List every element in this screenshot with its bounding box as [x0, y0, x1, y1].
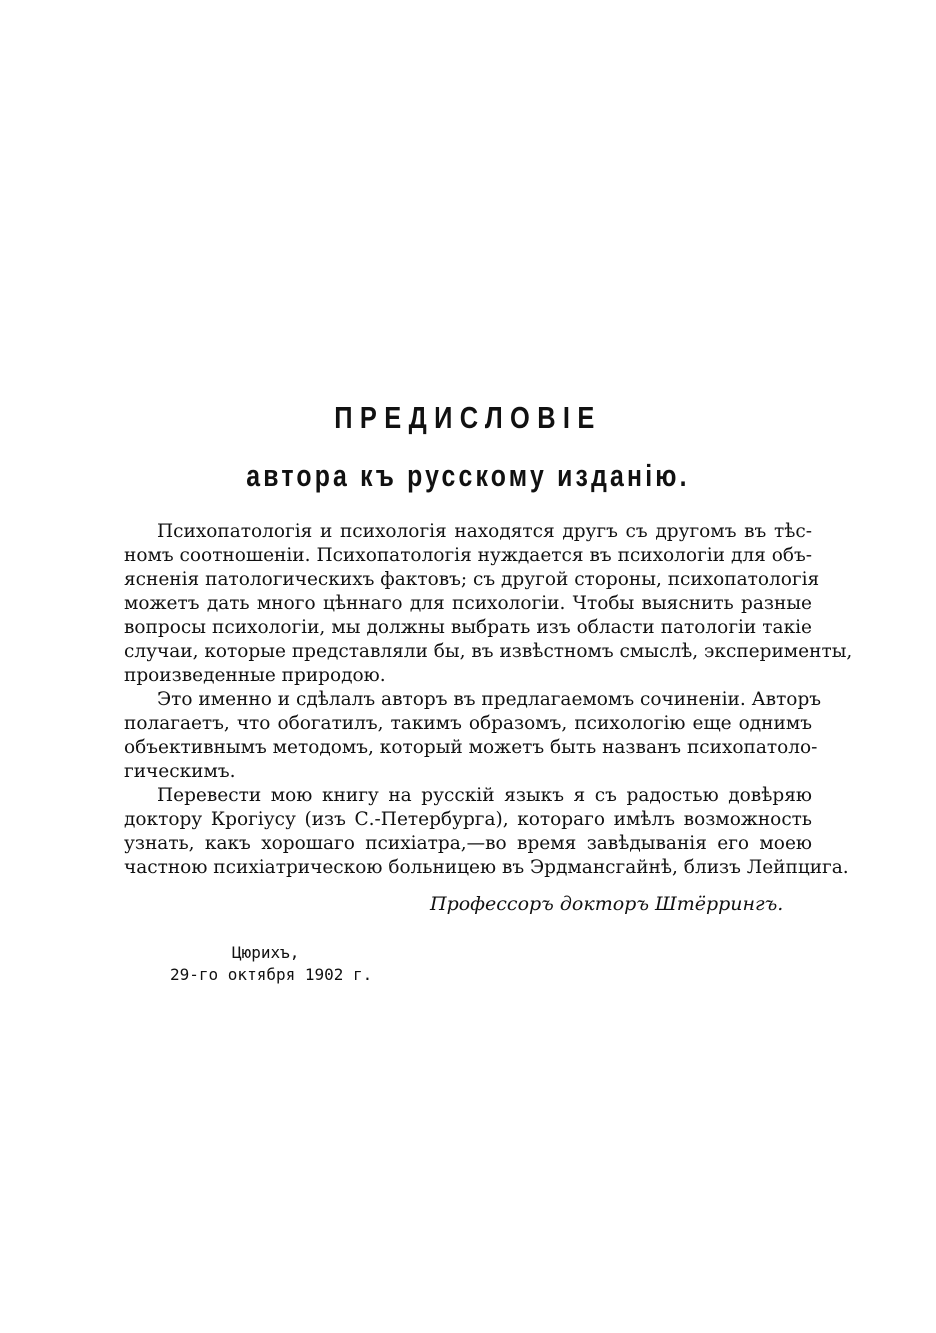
- page-title: ПРЕДИСЛОВІЕ: [334, 400, 602, 435]
- paragraph-1-line-7: произведенные природою.: [124, 665, 386, 686]
- paragraph-3-line-2: доктору Крогіусу (изъ С.-Петербурга), котораго имѣлъ возможность: [124, 809, 812, 830]
- date-line: 29-го октября 1902 г.: [170, 965, 373, 984]
- paragraph-1-line-2: номъ соотношеніи. Психопатологія нуждается въ психологіи для объ-: [124, 545, 812, 566]
- paragraph-2-line-4: гическимъ.: [124, 761, 236, 782]
- page-subtitle: автора къ русскому изданію.: [246, 458, 690, 493]
- paragraph-1-line-6: случаи, которые представляли бы, въ извѣстномъ смыслѣ, эксперименты,: [124, 641, 853, 662]
- paragraph-3-line-3: узнать, какъ хорошаго психіатра,—во время завѣдыванія его моею: [124, 833, 812, 854]
- paragraph-1-line-4: можетъ дать много цѣннаго для психологіи. Чтобы выяснить разные: [124, 593, 812, 614]
- author-signature: Профессоръ докторъ Штёррингъ.: [430, 893, 784, 915]
- body-text: [124, 520, 853, 880]
- paragraph-2-line-1: Это именно и сдѣлалъ авторъ въ предлагаемомъ сочиненіи. Авторъ: [157, 689, 822, 710]
- paragraph-1-line-5: вопросы психологіи, мы должны выбрать изъ области патологіи такіе: [124, 617, 812, 638]
- paragraph-1-line-1: Психопатологія и психологія находятся другъ съ другомъ въ тѣс-: [157, 521, 812, 542]
- paragraph-1-line-3: ясненія патологическихъ фактовъ; съ другой стороны, психопатологія: [124, 569, 820, 590]
- place-line: Цюрихъ,: [232, 943, 300, 962]
- paragraph-3-line-1: Перевести мою книгу на русскій языкъ я съ радостью довѣряю: [157, 785, 812, 806]
- paragraph-2-line-3: объективнымъ методомъ, который можетъ быть названъ психопатоло-: [124, 737, 818, 758]
- paragraph-3-line-4: частною психіатрическою больницею въ Эрдмансгайнѣ, близъ Лейпцига.: [124, 857, 849, 878]
- paragraph-2-line-2: полагаетъ, что обогатилъ, такимъ образомъ, психологію еще однимъ: [124, 713, 812, 734]
